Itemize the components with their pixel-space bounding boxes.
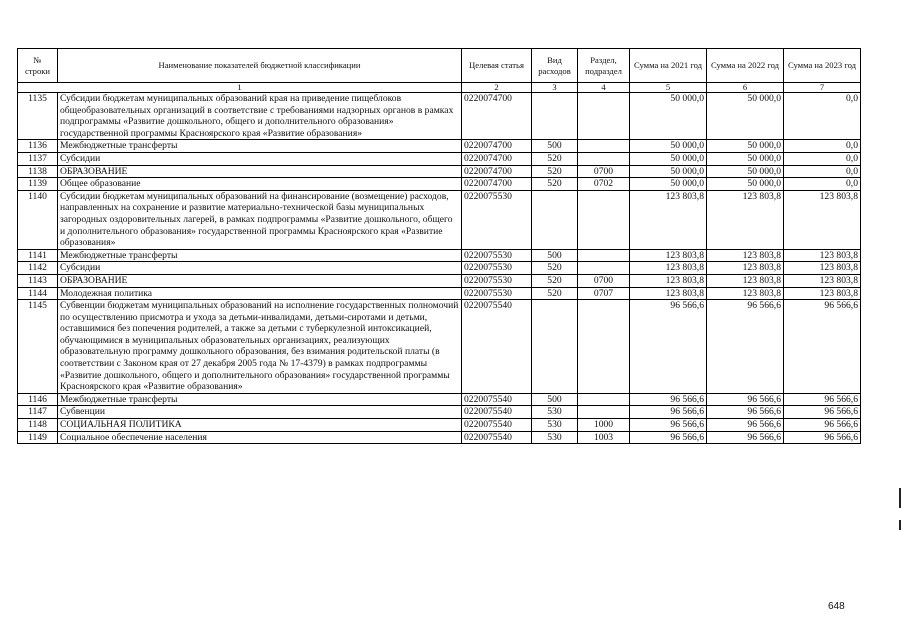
row-sum-2022: 96 566,6: [707, 431, 784, 444]
column-number: 4: [578, 83, 630, 93]
header-kind: Вид расходов: [532, 49, 578, 83]
column-number: 3: [532, 83, 578, 93]
row-number: 1137: [18, 152, 58, 165]
header-name: Наименование показателей бюджетной классификации: [58, 49, 462, 83]
table-row: [18, 300, 861, 394]
header-row-no: № строки: [18, 49, 58, 83]
row-target: 0220075540: [462, 300, 532, 394]
row-sum-2021: 50 000,0: [630, 152, 707, 165]
row-target: 0220075540: [462, 431, 532, 444]
row-target: 0220075530: [462, 274, 532, 287]
row-sum-2021: 96 566,6: [630, 406, 707, 419]
row-section: 1003: [578, 431, 630, 444]
row-sum-2022: 50 000,0: [707, 165, 784, 178]
row-number: 1142: [18, 262, 58, 275]
row-section: [578, 249, 630, 262]
row-kind: 530: [532, 419, 578, 432]
scan-edge-mark: [899, 520, 901, 530]
header-target: Целевая статья: [462, 49, 532, 83]
row-name: Молодежная политика: [58, 287, 462, 300]
row-kind: 500: [532, 393, 578, 406]
row-name: Социальное обеспечение населения: [58, 431, 462, 444]
row-sum-2021: 123 803,8: [630, 274, 707, 287]
row-sum-2022: 96 566,6: [707, 300, 784, 394]
row-name: Межбюджетные трансферты: [58, 249, 462, 262]
row-sum-2022: 50 000,0: [707, 152, 784, 165]
row-kind: 500: [532, 249, 578, 262]
row-section: [578, 262, 630, 275]
table-row: [18, 287, 861, 300]
row-name: Межбюджетные трансферты: [58, 140, 462, 153]
row-sum-2023: 123 803,8: [784, 287, 861, 300]
row-kind: [532, 300, 578, 394]
table-row: [18, 262, 861, 275]
row-number: 1136: [18, 140, 58, 153]
row-sum-2022: 123 803,8: [707, 262, 784, 275]
row-sum-2023: 96 566,6: [784, 431, 861, 444]
row-name: СОЦИАЛЬНАЯ ПОЛИТИКА: [58, 419, 462, 432]
row-sum-2022: 123 803,8: [707, 274, 784, 287]
row-number: 1144: [18, 287, 58, 300]
column-number: 7: [784, 83, 861, 93]
table-row: [18, 190, 861, 249]
row-number: 1148: [18, 419, 58, 432]
row-sum-2023: 96 566,6: [784, 393, 861, 406]
row-name: ОБРАЗОВАНИЕ: [58, 165, 462, 178]
row-section: [578, 300, 630, 394]
row-sum-2023: 0,0: [784, 178, 861, 191]
row-sum-2021: 96 566,6: [630, 300, 707, 394]
header-sum-2021: Сумма на 2021 год: [630, 49, 707, 83]
table-body: [18, 93, 861, 444]
row-number: 1146: [18, 393, 58, 406]
row-sum-2023: 96 566,6: [784, 419, 861, 432]
row-sum-2021: 96 566,6: [630, 393, 707, 406]
row-section: [578, 93, 630, 140]
table-row: [18, 178, 861, 191]
row-sum-2021: 123 803,8: [630, 262, 707, 275]
row-kind: 520: [532, 178, 578, 191]
row-name: Субсидии бюджетам муниципальных образований на финансирование (возмещение) расходов, направленных на сохранение и развитие материально-технической базы муниципальных загородных оздоровительных лагерей, в рамках подпрограммы «Развитие дошкольного, общего и дополнительного образования» государственной программы Красноярского края «Развитие образования»: [58, 190, 462, 249]
table-row: [18, 431, 861, 444]
row-kind: 500: [532, 140, 578, 153]
column-number: 2: [462, 83, 532, 93]
row-target: 0220074700: [462, 93, 532, 140]
row-name: Субсидии: [58, 152, 462, 165]
table-row: [18, 249, 861, 262]
row-number: 1149: [18, 431, 58, 444]
column-number: 6: [707, 83, 784, 93]
column-number-row: [18, 83, 861, 93]
row-sum-2022: 123 803,8: [707, 190, 784, 249]
row-name: ОБРАЗОВАНИЕ: [58, 274, 462, 287]
row-kind: 520: [532, 262, 578, 275]
row-target: 0220075540: [462, 419, 532, 432]
row-name: Общее образование: [58, 178, 462, 191]
row-number: 1139: [18, 178, 58, 191]
row-target: 0220075530: [462, 287, 532, 300]
row-target: 0220075530: [462, 249, 532, 262]
row-target: 0220075540: [462, 393, 532, 406]
row-target: 0220074700: [462, 165, 532, 178]
row-section: 1000: [578, 419, 630, 432]
row-kind: [532, 190, 578, 249]
header-section: Раздел, подраздел: [578, 49, 630, 83]
row-sum-2022: 50 000,0: [707, 178, 784, 191]
row-target: 0220074700: [462, 152, 532, 165]
row-sum-2021: 50 000,0: [630, 165, 707, 178]
row-kind: 520: [532, 152, 578, 165]
row-sum-2023: 123 803,8: [784, 274, 861, 287]
header-sum-2022: Сумма на 2022 год: [707, 49, 784, 83]
row-sum-2022: 50 000,0: [707, 140, 784, 153]
row-number: 1138: [18, 165, 58, 178]
row-section: [578, 190, 630, 249]
row-number: 1143: [18, 274, 58, 287]
row-sum-2023: 96 566,6: [784, 300, 861, 394]
table-row: [18, 152, 861, 165]
column-number: 1: [18, 83, 462, 93]
row-section: 0700: [578, 165, 630, 178]
table-row: [18, 393, 861, 406]
row-sum-2023: 123 803,8: [784, 262, 861, 275]
row-sum-2021: 50 000,0: [630, 178, 707, 191]
row-kind: 520: [532, 165, 578, 178]
row-sum-2021: 123 803,8: [630, 287, 707, 300]
row-name: Субсидии бюджетам муниципальных образований края на приведение пищеблоков общеобразовательных организаций в соответствие с требованиями надзорных органов в рамках подпрограммы «Развитие дошкольного, общего и дополнительного образования» государственной программы Красноярского края «Развитие образования»: [58, 93, 462, 140]
table-row: [18, 406, 861, 419]
row-name: Межбюджетные трансферты: [58, 393, 462, 406]
table-row: [18, 165, 861, 178]
row-sum-2021: 96 566,6: [630, 419, 707, 432]
row-target: 0220075540: [462, 406, 532, 419]
row-number: 1145: [18, 300, 58, 394]
row-sum-2021: 96 566,6: [630, 431, 707, 444]
row-sum-2023: 0,0: [784, 152, 861, 165]
page-number: 648: [828, 601, 845, 612]
table-row: [18, 274, 861, 287]
budget-table: [17, 48, 861, 444]
row-sum-2023: 0,0: [784, 140, 861, 153]
row-section: [578, 393, 630, 406]
row-section: [578, 152, 630, 165]
row-sum-2022: 123 803,8: [707, 287, 784, 300]
row-sum-2023: 0,0: [784, 165, 861, 178]
row-sum-2023: 96 566,6: [784, 406, 861, 419]
row-sum-2023: 0,0: [784, 93, 861, 140]
row-target: 0220075530: [462, 262, 532, 275]
row-sum-2021: 50 000,0: [630, 140, 707, 153]
row-sum-2021: 123 803,8: [630, 190, 707, 249]
row-number: 1140: [18, 190, 58, 249]
table-row: [18, 140, 861, 153]
row-target: 0220075530: [462, 190, 532, 249]
row-kind: 530: [532, 431, 578, 444]
row-number: 1141: [18, 249, 58, 262]
row-section: 0702: [578, 178, 630, 191]
row-target: 0220074700: [462, 140, 532, 153]
row-sum-2022: 96 566,6: [707, 393, 784, 406]
row-section: [578, 406, 630, 419]
row-sum-2023: 123 803,8: [784, 190, 861, 249]
row-section: [578, 140, 630, 153]
scan-edge-mark: [899, 488, 901, 508]
row-sum-2022: 96 566,6: [707, 419, 784, 432]
row-sum-2023: 123 803,8: [784, 249, 861, 262]
column-number: 5: [630, 83, 707, 93]
row-section: 0707: [578, 287, 630, 300]
row-kind: 520: [532, 274, 578, 287]
row-sum-2021: 123 803,8: [630, 249, 707, 262]
row-kind: 520: [532, 287, 578, 300]
row-name: Субвенции: [58, 406, 462, 419]
row-sum-2022: 123 803,8: [707, 249, 784, 262]
table-row: [18, 419, 861, 432]
row-kind: [532, 93, 578, 140]
header-row: [18, 49, 861, 83]
row-sum-2022: 50 000,0: [707, 93, 784, 140]
row-name: Субсидии: [58, 262, 462, 275]
row-name: Субвенции бюджетам муниципальных образований на исполнение государственных полномочий по осуществлению присмотра и ухода за детьми-инвалидами, детьми-сиротами и детьми, оставшимися без попечения родителей, а также за детьми с туберкулезной интоксикацией, обучающимися в муниципальных образовательных организациях, реализующих образовательную программу дошкольного образования, без взимания родительской платы (в соответствии с Законом края от 27 декабря 2005 года № 17-4379) в рамках подпрограммы «Развитие дошкольного, общего и дополнительного образования» государственной программы Красноярского края «Развитие образования»: [58, 300, 462, 394]
header-sum-2023: Сумма на 2023 год: [784, 49, 861, 83]
row-section: 0700: [578, 274, 630, 287]
row-sum-2021: 50 000,0: [630, 93, 707, 140]
row-sum-2022: 96 566,6: [707, 406, 784, 419]
table-row: [18, 93, 861, 140]
row-number: 1147: [18, 406, 58, 419]
row-target: 0220074700: [462, 178, 532, 191]
row-kind: 530: [532, 406, 578, 419]
row-number: 1135: [18, 93, 58, 140]
